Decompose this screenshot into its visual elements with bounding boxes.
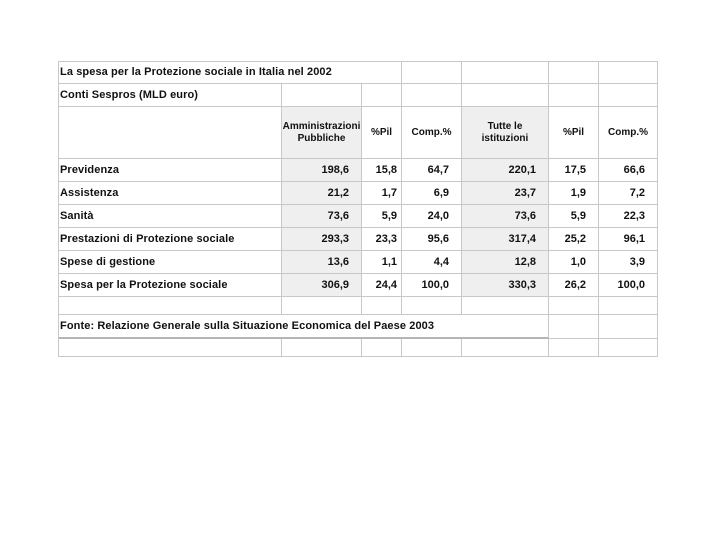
data-cell: 22,3 <box>599 205 658 228</box>
data-cell: 1,9 <box>549 182 599 205</box>
empty-cell[interactable] <box>599 315 658 339</box>
empty-cell[interactable] <box>599 61 658 84</box>
header-pil-2: %Pil <box>549 107 599 159</box>
empty-cell[interactable] <box>549 297 599 315</box>
empty-cell[interactable] <box>58 339 282 357</box>
data-cell: 1,7 <box>362 182 402 205</box>
data-cell: 3,9 <box>599 251 658 274</box>
data-cell: 6,9 <box>402 182 462 205</box>
source-note: Fonte: Relazione Generale sulla Situazione Economica del Paese 2003 <box>58 315 549 339</box>
empty-cell[interactable] <box>549 61 599 84</box>
row-label-assistenza: Assistenza <box>58 182 282 205</box>
empty-cell[interactable] <box>402 61 462 84</box>
empty-cell[interactable] <box>402 339 462 357</box>
empty-cell[interactable] <box>549 315 599 339</box>
empty-cell[interactable] <box>282 84 362 107</box>
empty-cell[interactable] <box>282 297 362 315</box>
data-cell: 100,0 <box>402 274 462 297</box>
empty-cell[interactable] <box>462 339 549 357</box>
empty-cell[interactable] <box>549 84 599 107</box>
header-pil-1: %Pil <box>362 107 402 159</box>
data-cell: 21,2 <box>282 182 362 205</box>
data-cell: 12,8 <box>462 251 549 274</box>
data-cell: 220,1 <box>462 159 549 182</box>
empty-cell[interactable] <box>462 297 549 315</box>
data-cell: 1,0 <box>549 251 599 274</box>
empty-cell[interactable] <box>402 84 462 107</box>
empty-cell[interactable] <box>462 84 549 107</box>
table-subtitle: Conti Sespros (MLD euro) <box>58 84 282 107</box>
data-cell: 23,3 <box>362 228 402 251</box>
header-comp-2: Comp.% <box>599 107 658 159</box>
table-title: La spesa per la Protezione sociale in Italia nel 2002 <box>58 61 402 84</box>
row-label-spese-di-gestione: Spese di gestione <box>58 251 282 274</box>
empty-cell[interactable] <box>462 61 549 84</box>
data-cell: 15,8 <box>362 159 402 182</box>
row-label-previdenza: Previdenza <box>58 159 282 182</box>
empty-cell[interactable] <box>362 339 402 357</box>
empty-cell[interactable] <box>58 297 282 315</box>
data-cell: 198,6 <box>282 159 362 182</box>
data-cell: 1,1 <box>362 251 402 274</box>
row-label-prestazioni: Prestazioni di Protezione sociale <box>58 228 282 251</box>
data-cell: 24,4 <box>362 274 402 297</box>
header-comp-1: Comp.% <box>402 107 462 159</box>
header-amministrazioni-pubbliche: Amministrazioni Pubbliche <box>282 107 362 159</box>
empty-cell[interactable] <box>549 339 599 357</box>
empty-cell[interactable] <box>362 84 402 107</box>
empty-cell[interactable] <box>599 84 658 107</box>
empty-cell[interactable] <box>58 107 282 159</box>
data-cell: 23,7 <box>462 182 549 205</box>
empty-cell[interactable] <box>599 297 658 315</box>
data-cell: 66,6 <box>599 159 658 182</box>
data-cell: 64,7 <box>402 159 462 182</box>
empty-cell[interactable] <box>599 339 658 357</box>
row-label-spesa-totale: Spesa per la Protezione sociale <box>58 274 282 297</box>
data-cell: 13,6 <box>282 251 362 274</box>
data-cell: 4,4 <box>402 251 462 274</box>
data-cell: 95,6 <box>402 228 462 251</box>
data-cell: 317,4 <box>462 228 549 251</box>
spreadsheet-table <box>58 61 658 357</box>
data-cell: 17,5 <box>549 159 599 182</box>
data-cell: 24,0 <box>402 205 462 228</box>
data-cell: 100,0 <box>599 274 658 297</box>
data-cell: 96,1 <box>599 228 658 251</box>
empty-cell[interactable] <box>402 297 462 315</box>
data-cell: 25,2 <box>549 228 599 251</box>
header-tutte-le-istituzioni: Tutte le istituzioni <box>462 107 549 159</box>
data-cell: 293,3 <box>282 228 362 251</box>
data-cell: 73,6 <box>462 205 549 228</box>
data-cell: 26,2 <box>549 274 599 297</box>
data-cell: 5,9 <box>362 205 402 228</box>
data-cell: 306,9 <box>282 274 362 297</box>
row-label-sanita: Sanità <box>58 205 282 228</box>
data-cell: 5,9 <box>549 205 599 228</box>
empty-cell[interactable] <box>282 339 362 357</box>
data-cell: 73,6 <box>282 205 362 228</box>
empty-cell[interactable] <box>362 297 402 315</box>
data-cell: 7,2 <box>599 182 658 205</box>
data-cell: 330,3 <box>462 274 549 297</box>
